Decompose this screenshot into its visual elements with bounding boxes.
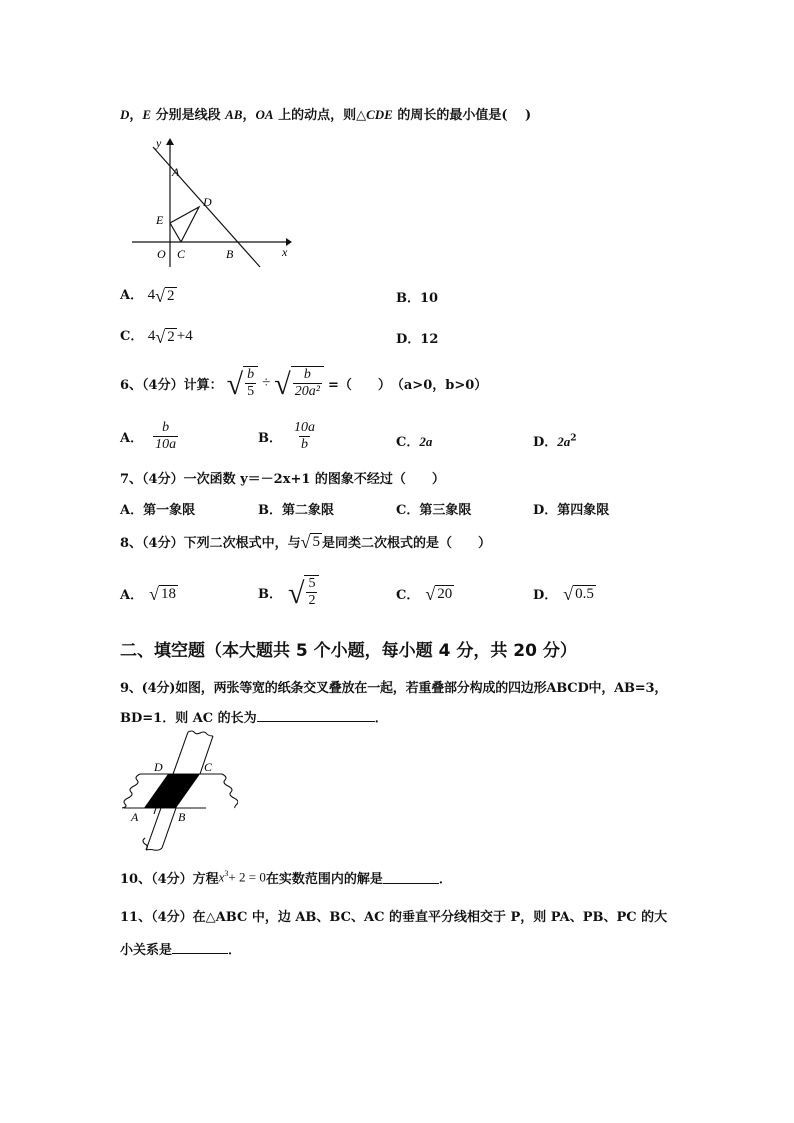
q5-var-ab: AB: [225, 107, 243, 122]
q5-var-e: E: [142, 107, 152, 122]
q10-end: ．: [438, 872, 452, 887]
q9-line2-text: BD=1．则 AC 的长为: [120, 711, 257, 726]
q10-stem: [120, 868, 452, 887]
q5-var-d: D: [120, 107, 130, 122]
q8-option-a[interactable]: [120, 584, 178, 603]
label-a: A: [172, 165, 180, 179]
q6-frac2-den: 20a²: [294, 384, 320, 400]
q5-option-b[interactable]: [396, 287, 438, 306]
q10-pre: 10、（4分）方程: [120, 872, 219, 887]
q10-eq-rest: + 2 = 0: [228, 869, 266, 885]
q8-option-c-label: C．: [396, 588, 420, 603]
q5-option-d-value: 12: [420, 332, 439, 347]
q8-stem-pre: 8、（4分）下列二次根式中，与: [120, 536, 301, 551]
q5-sep1: ，: [129, 108, 143, 123]
q6-option-c-value: 2a: [419, 434, 433, 449]
strip2-right-edge-lower: [162, 808, 176, 848]
q5-option-c-sqrt: √ 2: [155, 326, 175, 347]
q6-option-b[interactable]: [258, 420, 317, 453]
q11-line2-text: 小关系是: [120, 943, 173, 958]
q5-option-d[interactable]: [396, 328, 438, 347]
q6-option-c[interactable]: [396, 431, 432, 450]
strip2-top-wavy-edge: [188, 731, 213, 736]
q9-line1: 9、(4分)如图，两张等宽的纸条交叉叠放在一起，若重叠部分构成的四边形ABCD中，AB=3，: [120, 681, 668, 696]
q9-line2-end: ．: [374, 711, 388, 726]
q11-line2: [120, 939, 241, 958]
q8-stem: [120, 532, 491, 551]
q5-option-a-coef: 4: [147, 287, 156, 303]
q10-equation: [219, 869, 266, 885]
label-x: x: [282, 245, 288, 259]
q6-option-d-value: 2a: [557, 434, 571, 449]
q7-stem: 7、（4分）一次函数 y＝－2x+1 的图象不经过（ ）: [120, 472, 445, 487]
q8-option-c-sqrt: √ 20: [425, 583, 453, 604]
q6-frac2-num: b: [303, 367, 311, 382]
q8-option-d-radicand: 0.5: [575, 585, 594, 602]
q8-option-a-label: A．: [120, 588, 144, 603]
q7-option-d[interactable]: D．第四象限: [533, 503, 610, 518]
strip2-bottom-wavy-edge: [146, 848, 162, 850]
q7-option-c[interactable]: C．第三象限: [396, 503, 472, 518]
q5-stem: [120, 104, 531, 123]
q6-option-b-den: b: [301, 437, 308, 453]
q10-post: 在实数范围内的解是: [265, 872, 383, 887]
q6-number: 6、（4分）计算：: [120, 377, 223, 393]
q5-coordinate-figure: [120, 135, 300, 275]
q8-option-b-num: 5: [308, 576, 316, 591]
q8-option-b-sqrt: √ $\frac{5}{2}$: [288, 575, 319, 609]
q5-stem-mid: 分别是线段: [151, 108, 226, 123]
segment-ec: [170, 223, 181, 242]
q6-option-b-label: B．: [258, 431, 282, 447]
q5-option-c-label: C．: [120, 329, 144, 344]
q6-frac1-den: 5: [247, 384, 255, 400]
q6-option-d-exponent: 2: [570, 433, 577, 444]
label-a: A: [131, 810, 139, 824]
q6-divide-sign: ÷: [262, 374, 271, 391]
q5-stem-mid2: 上的动点，则△: [273, 108, 367, 123]
q8-option-d[interactable]: [533, 584, 596, 603]
q8-stem-sqrt: √ 5: [300, 531, 320, 552]
q6-option-a-den: 10a: [155, 437, 177, 453]
q8-stem-radicand: 5: [312, 533, 320, 550]
q5-option-a-radicand: 2: [167, 287, 175, 304]
q10-answer-blank[interactable]: [383, 871, 439, 884]
q9-answer-blank[interactable]: [257, 709, 375, 722]
q8-option-b-label: B．: [258, 586, 282, 602]
q5-option-c[interactable]: [120, 325, 193, 346]
q5-option-c-tail: +4: [176, 328, 193, 344]
q6-frac1-num: b: [247, 367, 255, 382]
q6-option-a-label: A．: [120, 431, 144, 447]
q5-stem-end: 的周长的最小值是( ): [392, 108, 532, 123]
q8-option-a-radicand: 18: [160, 585, 176, 602]
label-y: y: [156, 136, 162, 150]
label-o: O: [157, 247, 166, 261]
section-2-title: 二、填空题（本大题共 5 个小题，每小题 4 分，共 20 分）: [120, 641, 577, 661]
q6-option-c-label: C．: [396, 435, 420, 450]
q8-option-c[interactable]: [396, 584, 454, 603]
q5-option-a-sqrt: √ 2: [155, 285, 175, 306]
q7-option-a[interactable]: A．第一象限: [120, 503, 196, 518]
q5-var-oa: OA: [255, 107, 274, 122]
q6-stem: [120, 366, 487, 400]
overlap-rhombus-abcd: [144, 774, 200, 808]
q6-option-d-label: D．: [533, 435, 558, 450]
q5-option-a-label: A．: [120, 288, 144, 303]
q5-var-cde: CDE: [366, 107, 393, 122]
q10-eq-x: x: [218, 869, 225, 885]
label-d: D: [203, 195, 212, 209]
q7-option-b[interactable]: B．第二象限: [258, 503, 334, 518]
q6-equals: =（ ）: [327, 377, 391, 393]
q5-option-b-label: B．: [396, 291, 420, 306]
label-b: B: [226, 247, 234, 261]
q6-option-a-num: b: [162, 420, 170, 435]
q8-option-c-radicand: 20: [437, 585, 453, 602]
q6-option-a[interactable]: [120, 420, 178, 453]
q9-line2: [120, 707, 388, 726]
q9-paper-strips-figure: [118, 728, 238, 853]
label-c: C: [177, 247, 186, 261]
triangle-cde: [170, 207, 199, 242]
label-c: C: [204, 760, 213, 774]
q5-option-a[interactable]: [120, 284, 177, 305]
q5-option-b-value: 10: [420, 291, 439, 306]
q8-option-a-sqrt: √ 18: [149, 583, 176, 604]
q8-option-d-label: D．: [533, 588, 558, 603]
strip1-left-wavy-edge: [122, 774, 140, 808]
q10-eq-exponent: 3: [224, 869, 229, 879]
label-b: B: [178, 810, 186, 824]
q6-option-b-num: 10a: [294, 420, 315, 435]
label-d: D: [154, 760, 163, 774]
q6-sqrt-2: √ $\frac{b}{\text{20a²}}$: [274, 366, 324, 400]
strip1-right-wavy-edge: [222, 774, 238, 808]
label-e: E: [156, 213, 164, 227]
q11-answer-blank[interactable]: [172, 941, 228, 954]
q8-option-b-den: 2: [308, 593, 316, 609]
q8-stem-post: 是同类二次根式的是（ ）: [321, 536, 491, 551]
q5-sep2: ，: [242, 108, 256, 123]
q8-option-b[interactable]: [258, 575, 319, 609]
q5-option-c-radicand: 2: [167, 328, 175, 345]
q11-line1: 11、（4分）在△ABC 中，边 AB、BC、AC 的垂直平分线相交于 P，则 PA、PB、PC 的大: [120, 910, 668, 925]
q5-option-d-label: D．: [396, 332, 421, 347]
y-axis-arrow: [166, 138, 174, 145]
q11-line2-end: ．: [228, 943, 242, 958]
q8-option-d-sqrt: √ 0.5: [563, 583, 594, 604]
q6-sqrt-1: √ $\frac{b}{5}$: [227, 366, 258, 400]
q6-option-d[interactable]: [533, 431, 577, 450]
q5-option-c-coef: 4: [147, 328, 156, 344]
q6-condition: （a>0，b>0）: [390, 377, 488, 393]
